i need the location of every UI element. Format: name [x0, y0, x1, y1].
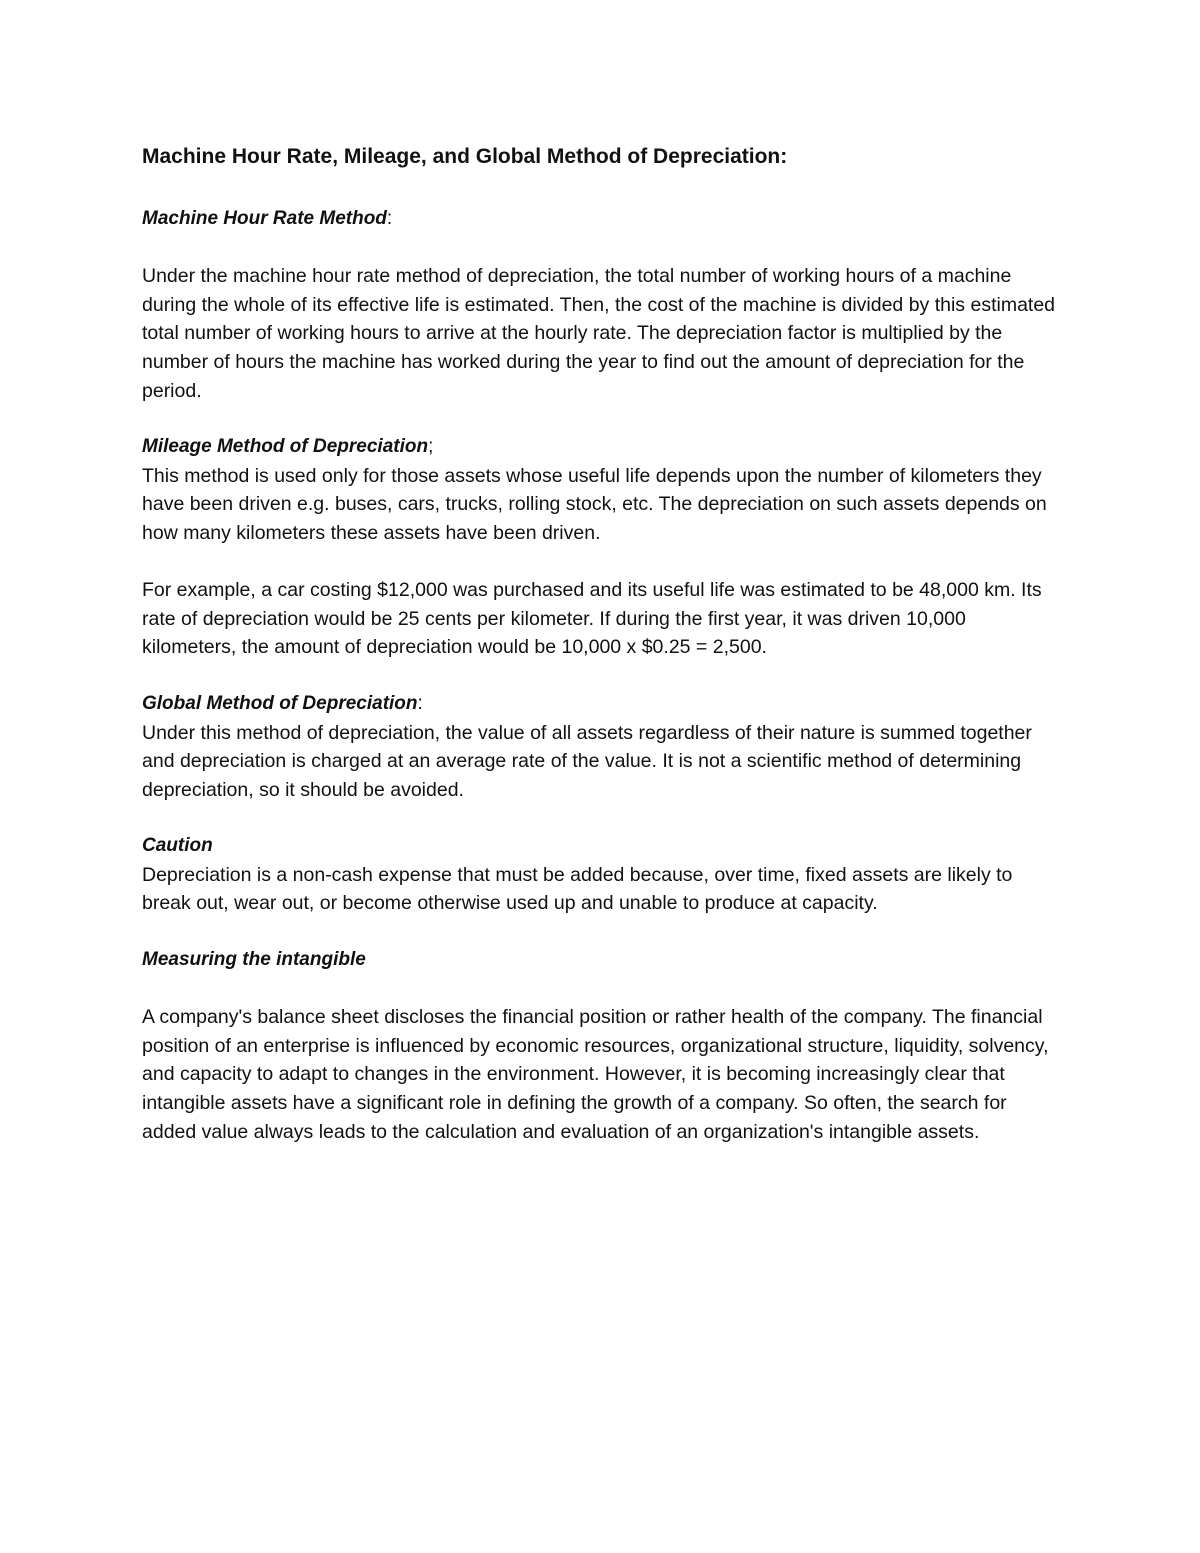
section-heading-text: Machine Hour Rate Method [142, 208, 387, 229]
section-heading-text: Global Method of Depreciation [142, 692, 418, 714]
paragraph: Under the machine hour rate method of depreciation, the total number of working hours of a machine during the whole of its effective life is estimated. Then, the cost of the machine is divided by this estimated total number of working hours to arrive at the hourly rate. The depreciation factor is multiplied by the number of hours the machine has worked during the year to find out the amount of depreciation for the period. [142, 265, 1056, 402]
section-caution [142, 832, 1062, 918]
section-heading-punctuation: ; [428, 436, 434, 458]
paragraph-example: For example, a car costing $12,000 was purchased and its useful life was estimated to be 48,000 km. Its rate of depreciation would be 25 cents per kilometer. If during the first year, it was driven 10,000 kilometers, the amount of depreciation would be 10,000 x $0.25 = 2,500. [142, 579, 1042, 659]
document-page [142, 140, 1062, 1174]
section-heading-punctuation: : [417, 692, 423, 714]
section-heading [142, 946, 1062, 975]
paragraph: Under this method of depreciation, the value of all assets regardless of their nature is summed together and depreciation is charged at an average rate of the value. It is not a scientific method of determining depreciation, so it should be avoided. [142, 721, 1032, 801]
section-heading [142, 832, 1062, 861]
section-mileage-method [142, 433, 1062, 662]
document-title: Machine Hour Rate, Mileage, and Global Method of Depreciation: [142, 145, 788, 168]
section-global-method [142, 690, 1062, 804]
section-heading-text: Measuring the intangible [142, 949, 366, 971]
paragraph: A company's balance sheet discloses the financial position or rather health of the company. The financial position of an enterprise is influenced by economic resources, organizational structure, liquidity, solvency, and capacity to adapt to changes in the environment. However, it is becoming increasingly clear that intangible assets have a significant role in defining the growth of a company. So often, the search for added value always leads to the calculation and evaluation of an organization's intangible assets. [142, 1006, 1049, 1143]
section-machine-hour-rate [142, 205, 1062, 405]
section-heading-text: Mileage Method of Depreciation [142, 436, 429, 458]
section-heading [142, 433, 1062, 462]
section-heading-text: Caution [142, 835, 213, 857]
paragraph: Depreciation is a non-cash expense that must be added because, over time, fixed assets are likely to break out, wear out, or become otherwise used up and unable to produce at capacity. [142, 863, 1013, 915]
section-heading-punctuation: : [386, 208, 393, 229]
section-heading [142, 690, 1062, 719]
section-heading [142, 205, 1062, 234]
section-measuring-intangible [142, 946, 1062, 1146]
paragraph: This method is used only for those assets whose useful life depends upon the number of kilometers they have been driven e.g. buses, cars, trucks, rolling stock, etc. The depreciation on such assets depends on how many kilometers these assets have been driven. [142, 464, 1047, 544]
